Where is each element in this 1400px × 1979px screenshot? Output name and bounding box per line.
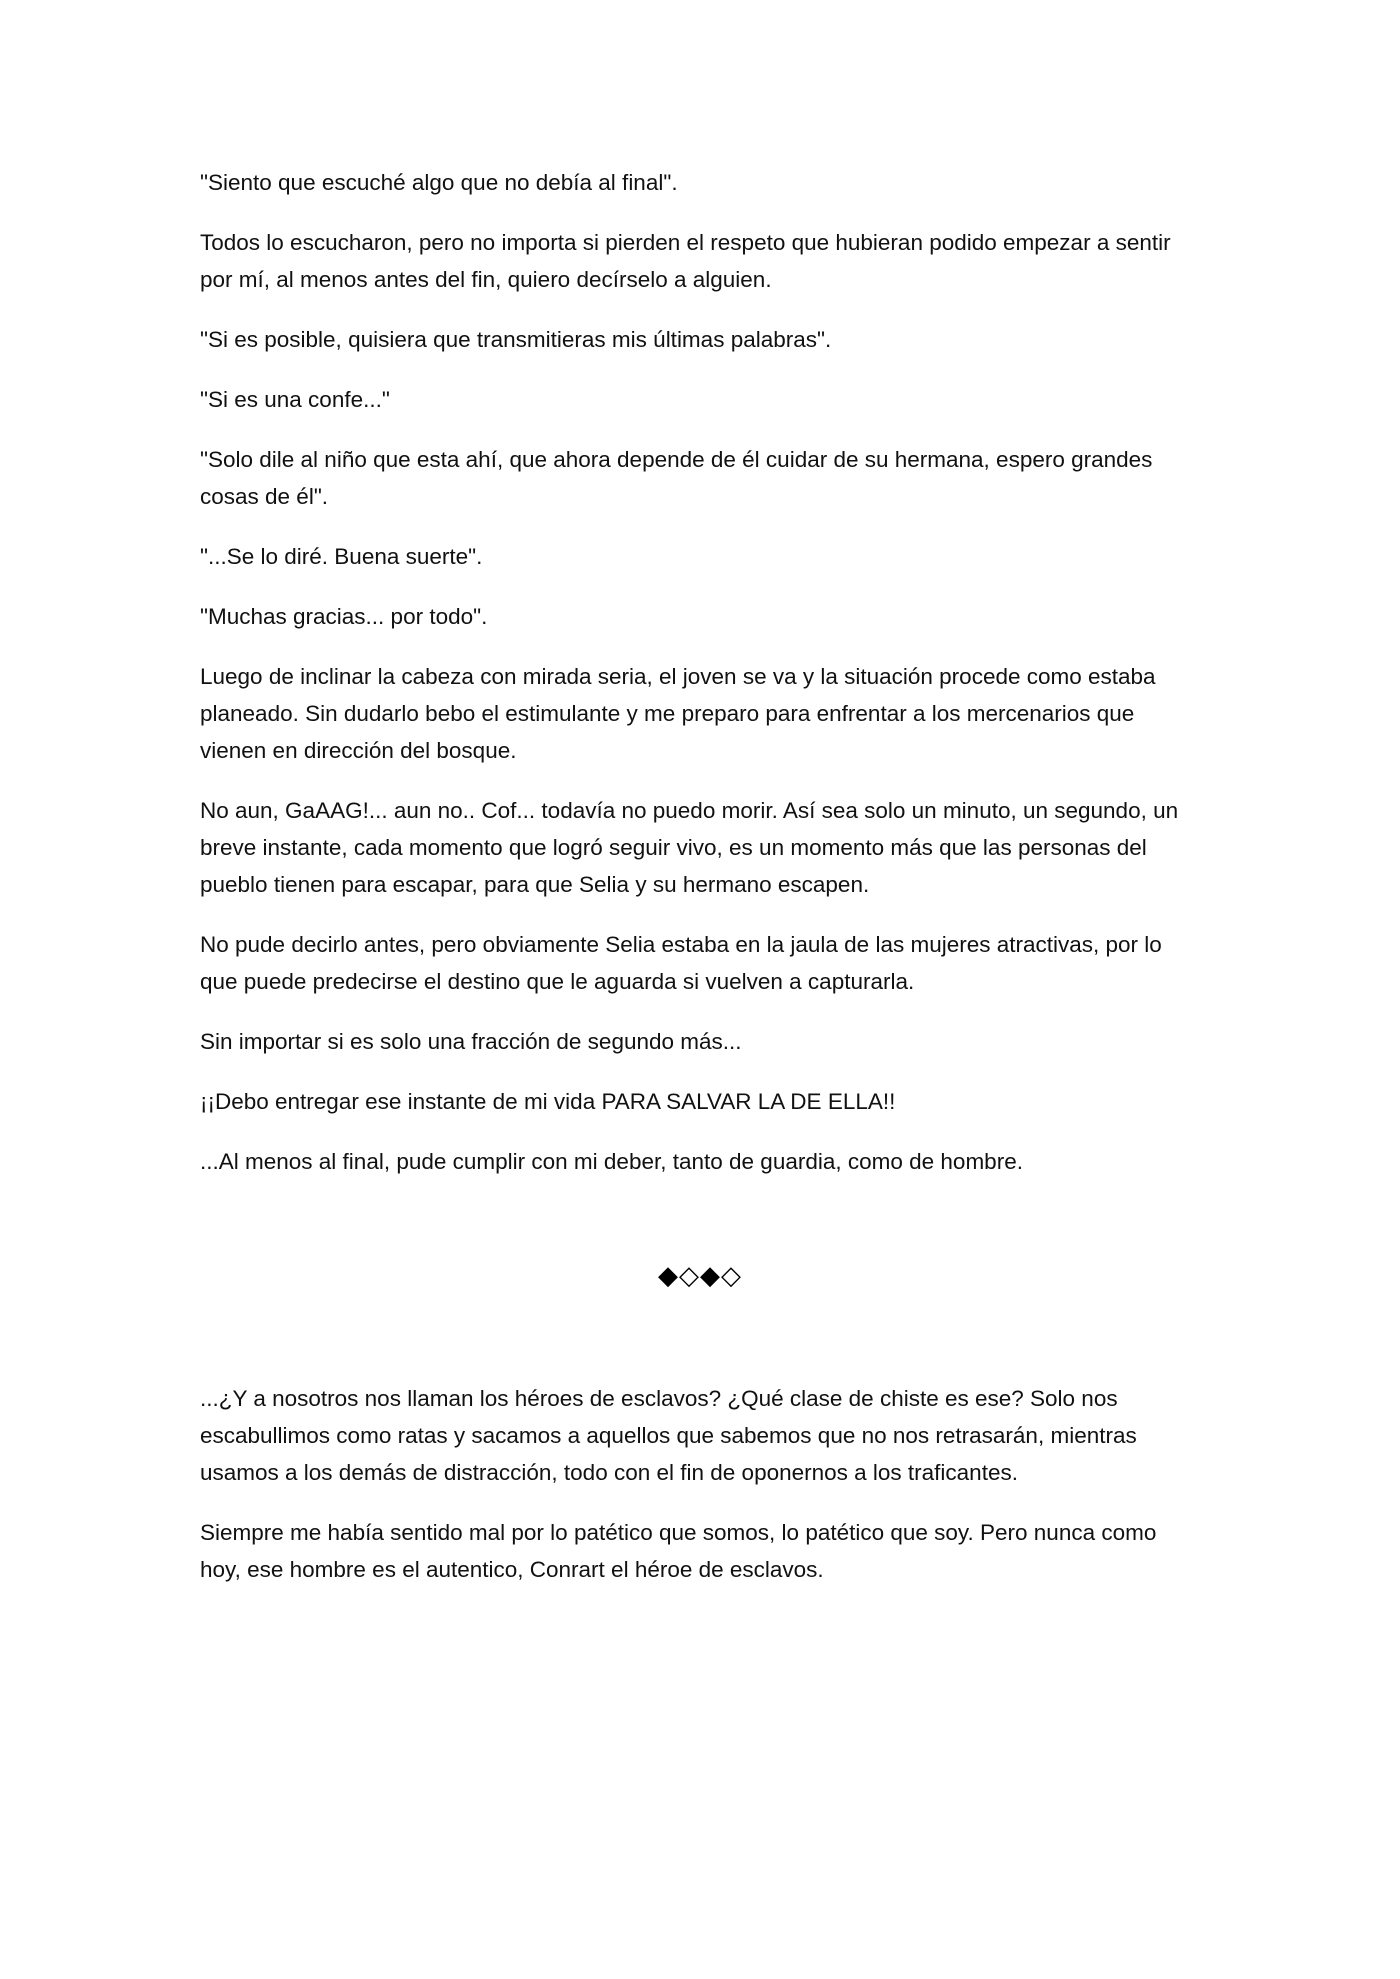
scene-separator: ◆◇◆◇ [658, 1261, 742, 1291]
paragraph: ...Al menos al final, pude cumplir con mi deber, tanto de guardia, como de hombre. [200, 1149, 1023, 1174]
paragraph: "Si es posible, quisiera que transmitieras mis últimas palabras". [200, 327, 832, 352]
paragraph: "...Se lo diré. Buena suerte". [200, 544, 483, 569]
text-section-top [200, 164, 1200, 1203]
paragraph: "Si es una confe..." [200, 387, 390, 412]
paragraph: ¡¡Debo entregar ese instante de mi vida PARA SALVAR LA DE ELLA!! [200, 1089, 896, 1114]
text-section-bottom [200, 1380, 1200, 1611]
paragraph: No pude decirlo antes, pero obviamente Selia estaba en la jaula de las mujeres atractivas, por lo que puede predecirse el destino que le aguarda si vuelven a capturarla. [200, 932, 1162, 994]
paragraph: Todos lo escucharon, pero no importa si pierden el respeto que hubieran podido empezar a sentir por mí, al menos antes del fin, quiero decírselo a alguien. [200, 230, 1171, 292]
paragraph: No aun, GaAAG!... aun no.. Cof... todavía no puedo morir. Así sea solo un minuto, un segundo, un breve instante, cada momento que logró seguir vivo, es un momento más que las personas del pueblo tienen para escapar, para que Selia y su hermano escapen. [200, 798, 1179, 897]
paragraph: Siempre me había sentido mal por lo patético que somos, lo patético que soy. Pero nunca como hoy, ese hombre es el autentico, Conrart el héroe de esclavos. [200, 1520, 1157, 1582]
paragraph: ...¿Y a nosotros nos llaman los héroes de esclavos? ¿Qué clase de chiste es ese? Solo nos escabullimos como ratas y sacamos a aquellos que sabemos que no nos retrasarán, mientras usamos a los demás de distracción, todo con el fin de oponernos a los traficantes. [200, 1386, 1137, 1485]
paragraph: "Muchas gracias... por todo". [200, 604, 488, 629]
paragraph: "Siento que escuché algo que no debía al final". [200, 170, 678, 195]
paragraph: "Solo dile al niño que esta ahí, que ahora depende de él cuidar de su hermana, espero grandes cosas de él". [200, 447, 1153, 509]
paragraph: Luego de inclinar la cabeza con mirada seria, el joven se va y la situación procede como estaba planeado. Sin dudarlo bebo el estimulante y me preparo para enfrentar a los mercenarios que vienen en dirección del bosque. [200, 664, 1156, 763]
paragraph: Sin importar si es solo una fracción de segundo más... [200, 1029, 742, 1054]
